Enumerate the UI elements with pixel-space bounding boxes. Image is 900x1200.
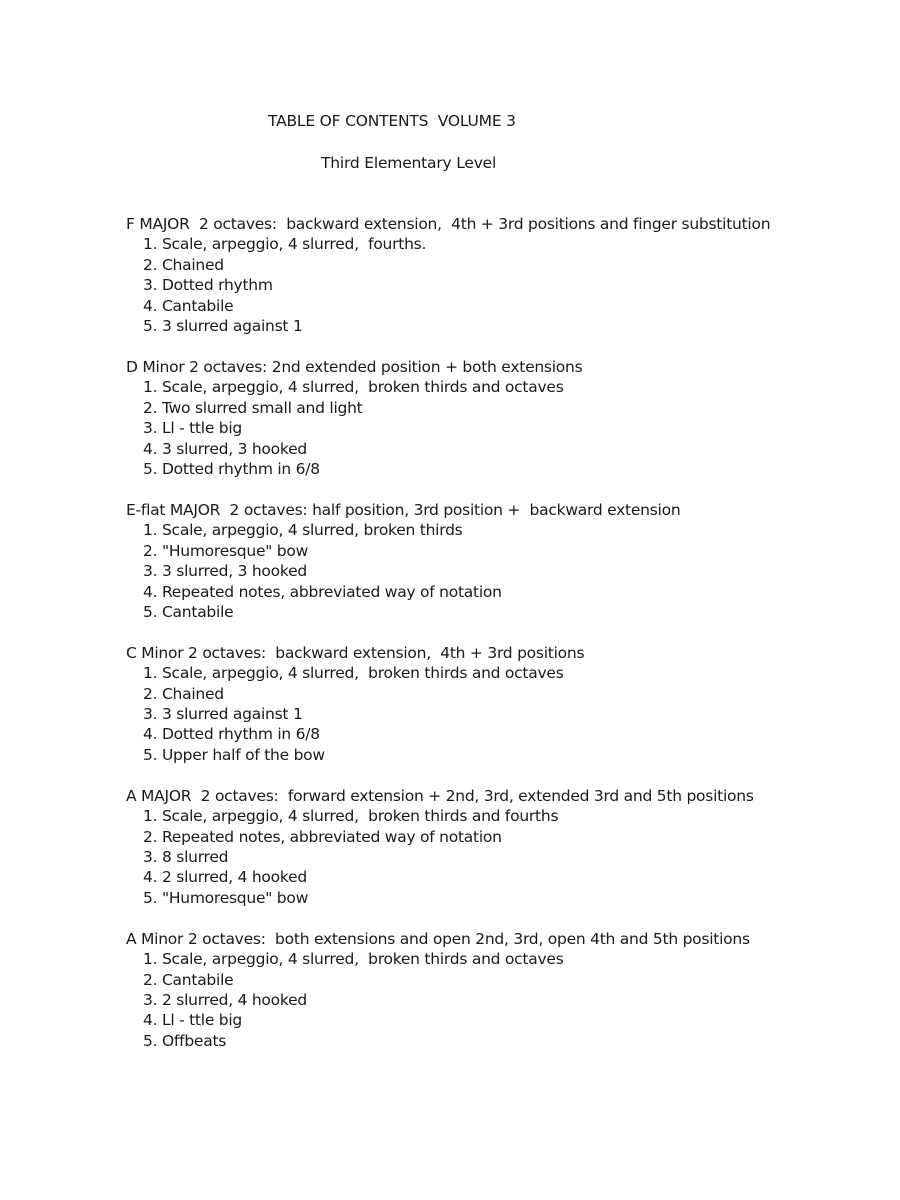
list-item: 3. 3 slurred against 1 (143, 705, 303, 724)
list-item: 4. Cantabile (143, 296, 234, 315)
page-title: TABLE OF CONTENTS VOLUME 3 (268, 112, 516, 130)
list-item: 1. Scale, arpeggio, 4 slurred, broken thirds and octaves (143, 950, 564, 969)
list-item: 5. "Humoresque" bow (143, 888, 309, 907)
list-item: 5. Offbeats (143, 1031, 227, 1050)
section-heading: A Minor 2 octaves: both extensions and open 2nd, 3rd, open 4th and 5th positions (126, 929, 750, 948)
section-heading: C Minor 2 octaves: backward extension, 4th + 3rd positions (126, 643, 585, 662)
list-item: 1. Scale, arpeggio, 4 slurred, fourths. (143, 235, 427, 254)
section-heading: E-flat MAJOR 2 octaves: half position, 3rd position + backward extension (126, 500, 681, 519)
toc-section-d-minor (126, 357, 826, 479)
section-items (126, 806, 826, 908)
list-item: 4. Dotted rhythm in 6/8 (143, 725, 320, 744)
list-item: 2. Chained (143, 684, 224, 703)
list-item: 4. Repeated notes, abbreviated way of notation (143, 582, 502, 601)
list-item: 2. Cantabile (143, 970, 234, 989)
list-item: 1. Scale, arpeggio, 4 slurred, broken thirds (143, 521, 463, 540)
list-item: 3. 8 slurred (143, 847, 229, 866)
list-item: 2. Two slurred small and light (143, 398, 363, 417)
list-item: 3. 3 slurred, 3 hooked (143, 562, 307, 581)
list-item: 5. Cantabile (143, 602, 234, 621)
list-item: 5. 3 slurred against 1 (143, 317, 303, 336)
list-item: 5. Upper half of the bow (143, 745, 325, 764)
section-items (126, 234, 826, 336)
toc-section-e-flat-major (126, 500, 826, 622)
toc-section-a-major (126, 786, 826, 908)
list-item: 1. Scale, arpeggio, 4 slurred, broken thirds and fourths (143, 807, 559, 826)
section-items (126, 377, 826, 479)
list-item: 2. Chained (143, 255, 224, 274)
toc-section-a-minor (126, 929, 826, 1051)
list-item: 2. "Humoresque" bow (143, 541, 309, 560)
list-item: 1. Scale, arpeggio, 4 slurred, broken thirds and octaves (143, 664, 564, 683)
toc-section-c-minor (126, 643, 826, 765)
list-item: 4. 3 slurred, 3 hooked (143, 439, 307, 458)
section-items (126, 520, 826, 622)
section-heading: D Minor 2 octaves: 2nd extended position + both extensions (126, 357, 583, 376)
toc-section-f-major (126, 214, 826, 336)
list-item: 4. Ll - ttle big (143, 1011, 243, 1030)
list-item: 3. 2 slurred, 4 hooked (143, 990, 307, 1009)
list-item: 4. 2 slurred, 4 hooked (143, 868, 307, 887)
list-item: 3. Ll - ttle big (143, 419, 243, 438)
section-items (126, 949, 826, 1051)
list-item: 1. Scale, arpeggio, 4 slurred, broken thirds and octaves (143, 378, 564, 397)
table-of-contents (126, 214, 826, 1072)
section-heading: F MAJOR 2 octaves: backward extension, 4th + 3rd positions and finger substitution (126, 215, 771, 233)
section-heading: A MAJOR 2 octaves: forward extension + 2nd, 3rd, extended 3rd and 5th positions (126, 786, 754, 805)
list-item: 5. Dotted rhythm in 6/8 (143, 459, 320, 478)
section-items (126, 663, 826, 765)
page-subtitle: Third Elementary Level (321, 154, 497, 172)
list-item: 2. Repeated notes, abbreviated way of notation (143, 827, 502, 846)
list-item: 3. Dotted rhythm (143, 276, 273, 295)
